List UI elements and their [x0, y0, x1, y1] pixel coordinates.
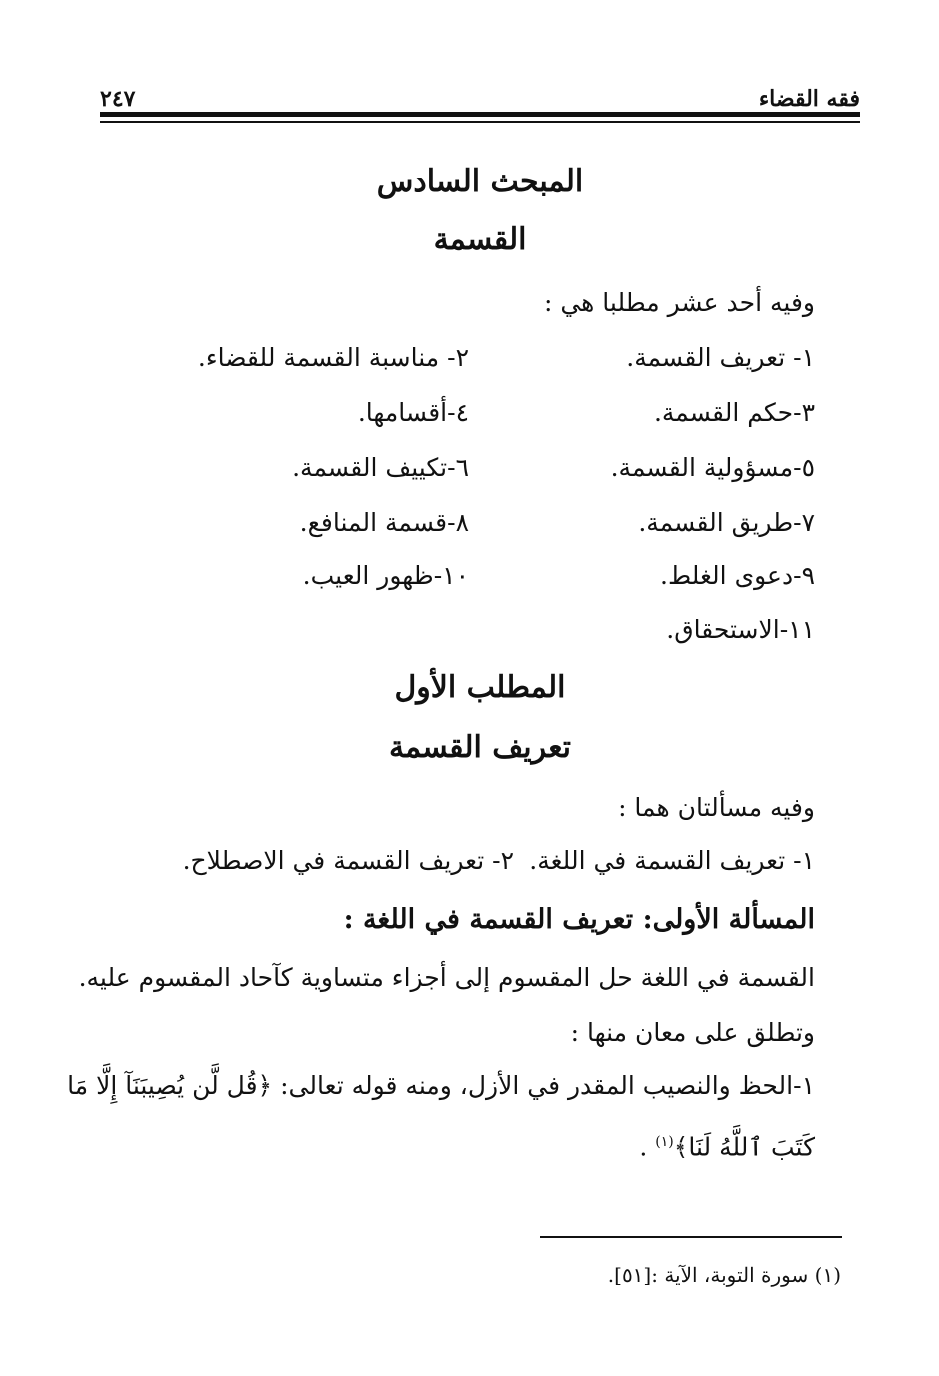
topic-item: ٢- مناسبة القسمة للقضاء. [197, 343, 469, 372]
topic-item: ٤-أقسامها. [357, 398, 469, 427]
running-header [100, 78, 860, 112]
definition-paragraph: القسمة في اللغة حل المقسوم إلى أجزاء متساوية كآحاد المقسوم عليه. [78, 963, 815, 992]
topic-item: ٦-تكييف القسمة. [292, 453, 469, 482]
issue-heading: المسألة الأولى: تعريف القسمة في اللغة : [343, 904, 815, 935]
subsection-title: تعريف القسمة [388, 730, 572, 765]
subsection-intro: وفيه مسألتان هما : [618, 793, 815, 822]
book-title: فقه القضاء [758, 86, 860, 112]
meaning-line-continuation [639, 1124, 815, 1165]
topic-item: ١١-الاستحقاق. [666, 615, 815, 644]
section-heading: المبحث السادس [376, 164, 584, 199]
page-number: ٢٤٧ [100, 86, 136, 112]
quran-verse-end: كَتَبَ ٱللَّهُ لَنَا﴾ [673, 1132, 815, 1162]
topic-item: ١٠-ظهور العيب. [302, 561, 469, 590]
issue-item: ٢- تعريف القسمة في الاصطلاح. [182, 846, 514, 875]
topic-heading: القسمة [433, 222, 527, 257]
sentence-end: . [639, 1132, 648, 1162]
topic-item: ٧-طريق القسمة. [638, 508, 815, 537]
topic-item: ٨-قسمة المنافع. [299, 508, 469, 537]
topic-item: ١- تعريف القسمة. [626, 343, 815, 372]
meanings-intro: وتطلق على معان منها : [570, 1018, 815, 1047]
footnote: (١) سورة التوبة، الآية :[٥١]. [607, 1263, 841, 1287]
subsection-heading: المطلب الأول [394, 670, 566, 705]
issue-item: ١- تعريف القسمة في اللغة. [529, 846, 815, 875]
footnote-marker: (١) [655, 1134, 674, 1150]
intro-line: وفيه أحد عشر مطلبا هي : [543, 288, 815, 317]
footnote-rule [540, 1236, 842, 1238]
topic-item: ٩-دعوى الغلط. [660, 561, 815, 590]
header-rule-thick [100, 112, 860, 117]
meaning-line: ١-الحظ والنصيب المقدر في الأزل، ومنه قوله تعالى: ﴿قُل لَّن يُصِيبَنَآ إِلَّا مَا [67, 1071, 815, 1100]
header-rule-thin [100, 121, 860, 123]
topic-item: ٥-مسؤولية القسمة. [610, 453, 815, 482]
topic-item: ٣-حكم القسمة. [653, 398, 815, 427]
